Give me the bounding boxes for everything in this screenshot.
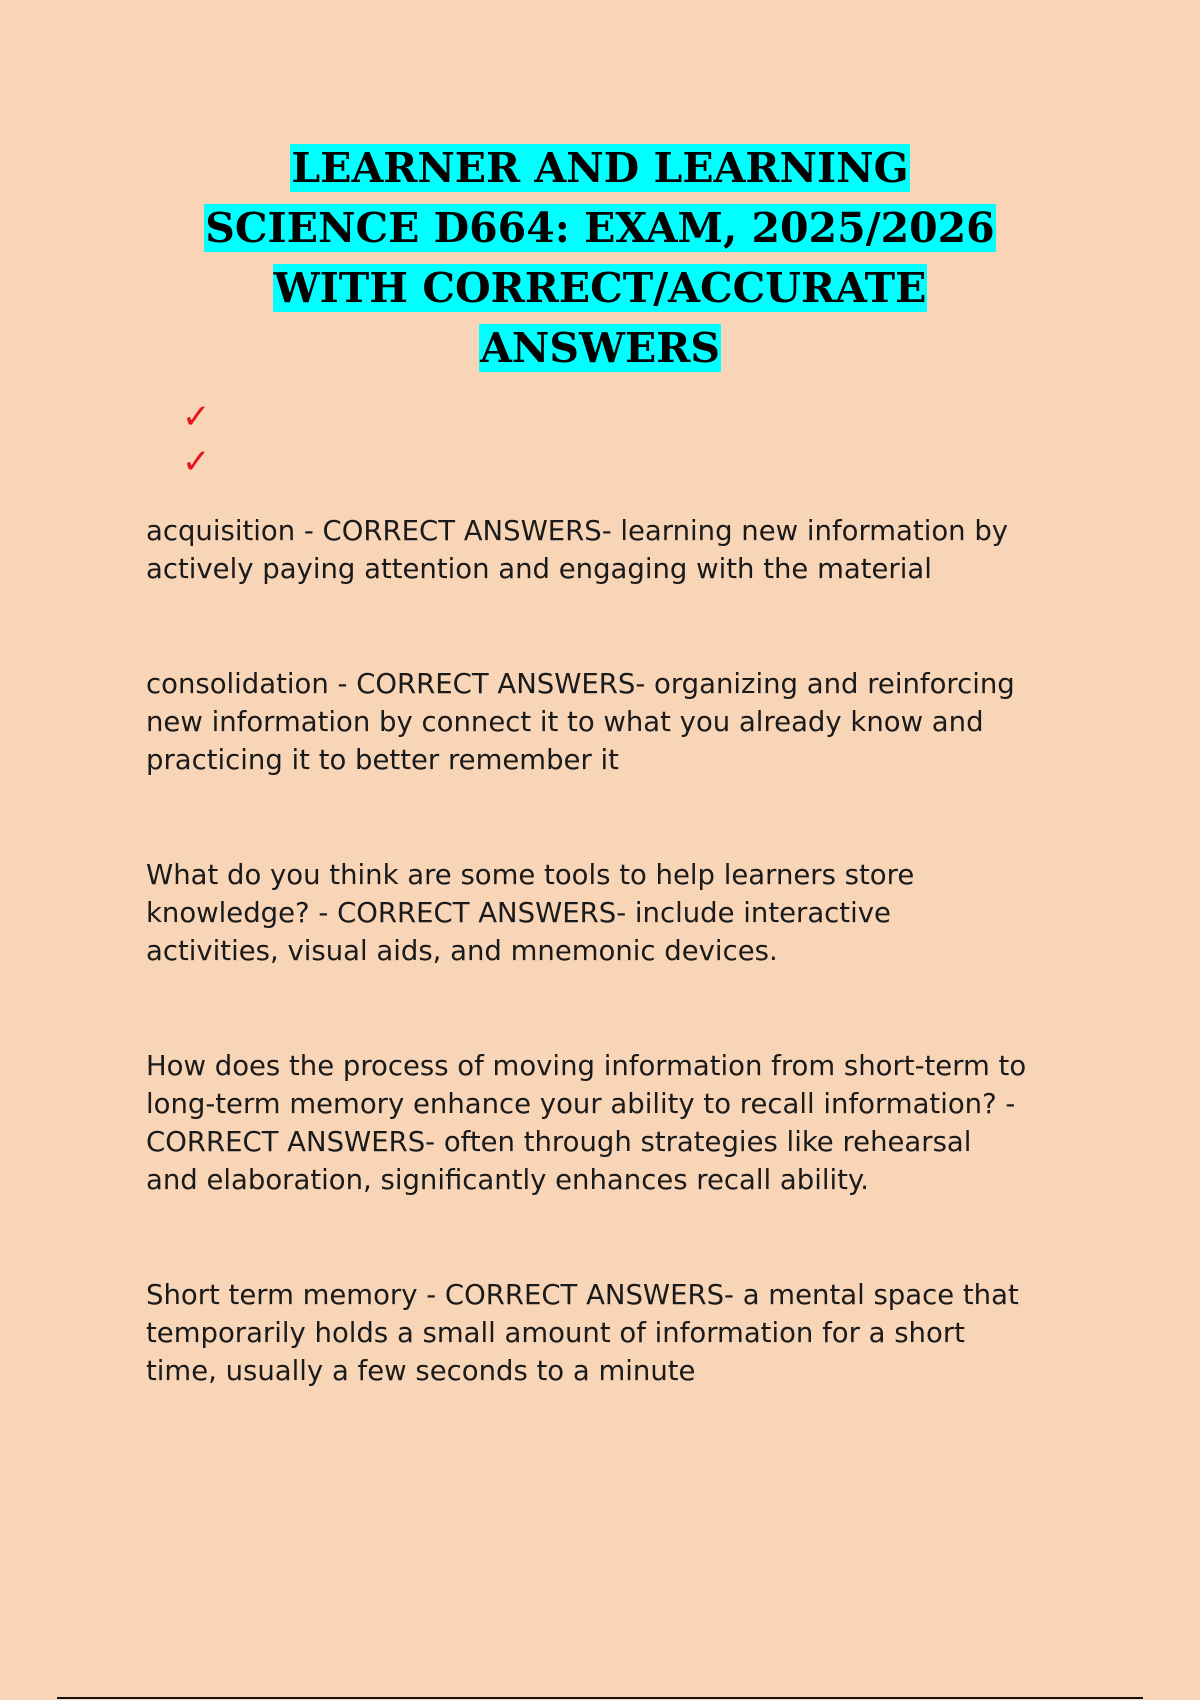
- qa-text-line: practicing it to better remember it: [146, 744, 619, 776]
- qa-text-line: What do you think are some tools to help learners store: [146, 859, 915, 891]
- qa-text-line: new information by connect it to what you already know and: [146, 706, 984, 738]
- qa-text-line: long-term memory enhance your ability to recall information? -: [146, 1088, 1016, 1120]
- qa-item-acquisition: [146, 512, 1066, 588]
- title-line-2: SCIENCE D664: EXAM, 2025/2026: [205, 204, 995, 252]
- qa-text-line: How does the process of moving information from short-term to: [146, 1050, 1027, 1082]
- footer-divider: [57, 1697, 1143, 1699]
- qa-text-line: acquisition - CORRECT ANSWERS- learning new information by: [146, 515, 1009, 547]
- qa-text-line: time, usually a few seconds to a minute: [146, 1355, 696, 1387]
- title-line-4: ANSWERS: [480, 324, 720, 372]
- qa-item-long-term-memory: [146, 1047, 1066, 1199]
- title-line-1: LEARNER AND LEARNING: [291, 144, 909, 192]
- qa-text-line: consolidation - CORRECT ANSWERS- organizing and reinforcing: [146, 668, 1015, 700]
- title-line-3: WITH CORRECT/ACCURATE: [273, 264, 927, 312]
- qa-item-consolidation: [146, 665, 1066, 779]
- checkmark-icon: ✓: [182, 397, 211, 437]
- qa-text-line: Short term memory - CORRECT ANSWERS- a mental space that: [146, 1279, 1019, 1311]
- question-answer-list: [146, 512, 1066, 1390]
- qa-item-tools: [146, 856, 1066, 970]
- qa-text-line: and elaboration, significantly enhances recall ability.: [146, 1164, 870, 1196]
- document-title: [100, 138, 1100, 378]
- qa-text-line: CORRECT ANSWERS- often through strategies like rehearsal: [146, 1126, 972, 1158]
- qa-text-line: knowledge? - CORRECT ANSWERS- include interactive: [146, 897, 891, 929]
- checkmark-list: [182, 395, 211, 485]
- qa-text-line: actively paying attention and engaging with the material: [146, 553, 932, 585]
- qa-text-line: activities, visual aids, and mnemonic devices.: [146, 935, 778, 967]
- checkmark-icon: ✓: [182, 442, 211, 482]
- qa-text-line: temporarily holds a small amount of information for a short: [146, 1317, 965, 1349]
- qa-item-short-term-memory: [146, 1276, 1066, 1390]
